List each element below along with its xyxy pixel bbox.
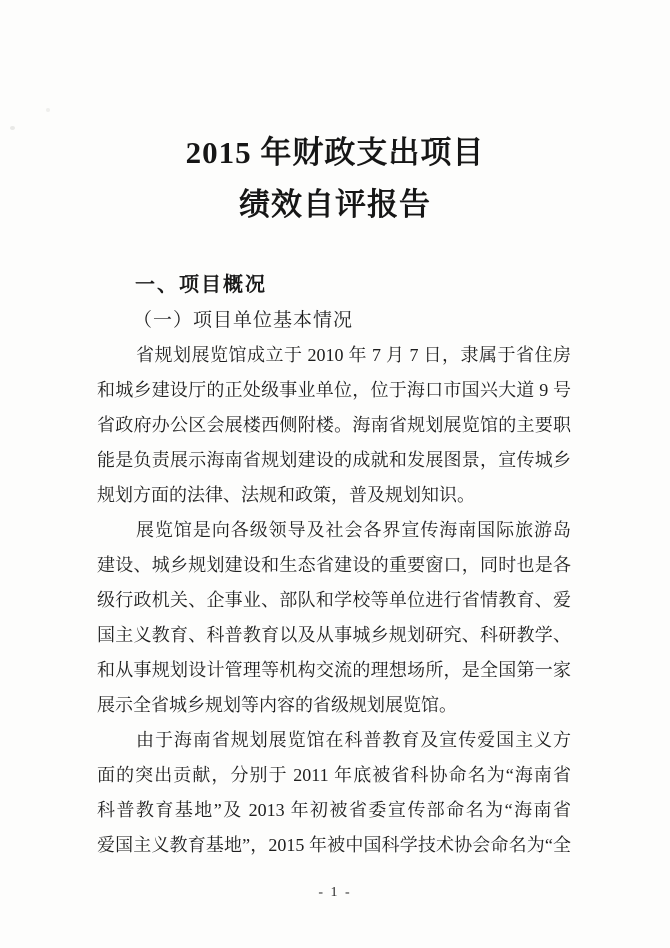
paragraph-3 (97, 723, 571, 863)
body-line: 爱国主义教育基地”，2015 年被中国科学技术协会命名为“全 (97, 835, 571, 855)
text-column (97, 0, 571, 948)
body-line: 级行政机关、企事业、部队和学校等单位进行省情教育、爱 (97, 590, 571, 610)
title-line-1: 2015 年财政支出项目 (185, 135, 485, 170)
subsection-heading: （一）项目单位基本情况 (133, 310, 354, 331)
scan-speck (46, 108, 50, 112)
body-line: 能是负责展示海南省规划建设的成就和发展图景，宣传城乡 (97, 450, 571, 470)
body-line: 展示全省城乡规划等内容的省级规划展览馆。 (97, 695, 457, 715)
body-line: 和城乡建设厅的正处级事业单位，位于海口市国兴大道 9 号 (97, 380, 571, 400)
body-line: 省政府办公区会展楼西侧附楼。海南省规划展览馆的主要职 (97, 415, 571, 435)
body-line: 科普教育基地”及 2013 年初被省委宣传部命名为“海南省 (97, 800, 571, 820)
body-line: 规划方面的法律、法规和政策，普及规划知识。 (97, 485, 475, 505)
body-line: 省规划展览馆成立于 2010 年 7 月 7 日，隶属于省住房 (136, 345, 571, 365)
body-line: 展览馆是向各级领导及社会各界宣传海南国际旅游岛 (136, 520, 571, 540)
body-line: 建设、城乡规划建设和生态省建设的重要窗口，同时也是各 (97, 555, 571, 575)
page-number: - 1 - (318, 885, 352, 900)
paragraph-1 (97, 338, 571, 513)
section-heading: 一、项目概况 (135, 274, 267, 296)
body-line: 面的突出贡献，分别于 2011 年底被省科协命名为“海南省 (97, 765, 571, 785)
title-line-2: 绩效自评报告 (239, 187, 431, 222)
body-text (97, 338, 571, 863)
body-line: 国主义教育、科普教育以及从事城乡规划研究、科研教学、 (97, 625, 571, 645)
body-line: 由于海南省规划展览馆在科普教育及宣传爱国主义方 (136, 730, 571, 750)
paragraph-2 (97, 513, 571, 723)
body-line: 和从事规划设计管理等机构交流的理想场所，是全国第一家 (97, 660, 571, 680)
